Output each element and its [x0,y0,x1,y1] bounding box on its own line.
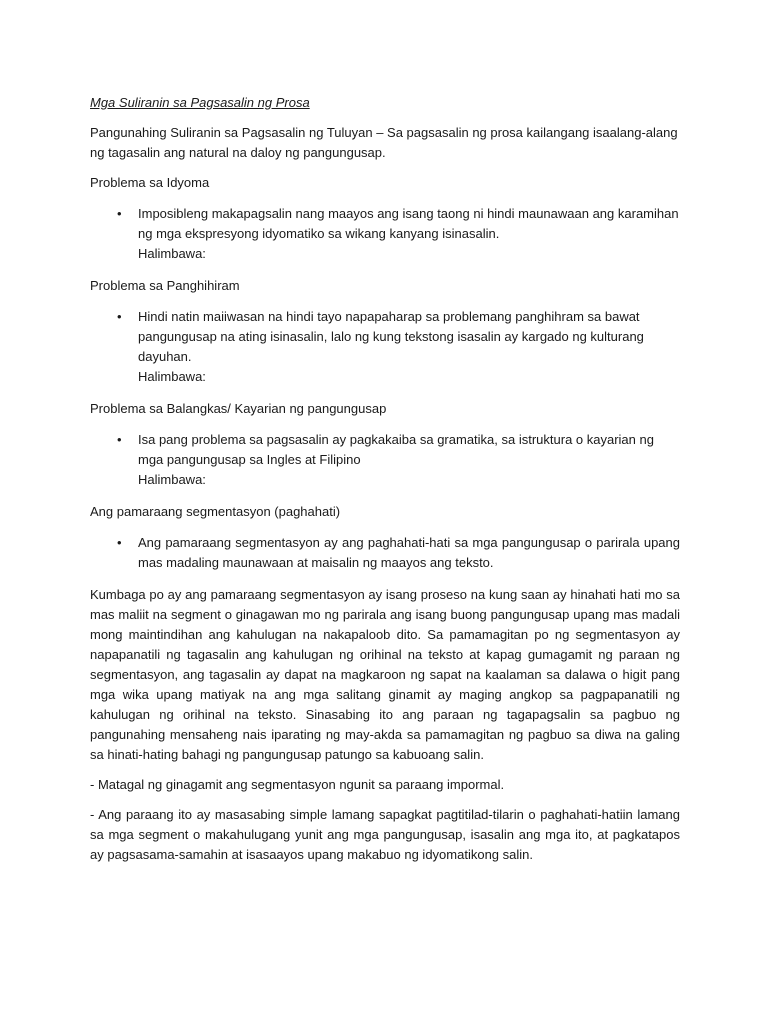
note-paragraph-1: - Matagal ng ginagamit ang segmentasyon ngunit sa paraang impormal. [90,777,505,792]
example-label: Halimbawa: [138,369,206,384]
bullet-icon: • [117,309,122,324]
example-label: Halimbawa: [138,246,206,261]
section-heading-panghihiram: Problema sa Panghihiram [90,278,240,293]
note-paragraph-2: - Ang paraang ito ay masasabing simple lamang sapagkat pagtitilad-tilarin o paghahati-hatiin lamang sa mga segment o makahulugang yunit ang mga pangungusap, isasalin ang mga ito, at pagkatapos ay pagsasama-samahin at isasaayos upang makabuo ng idyomatikong salin. [90,807,680,862]
bullet-text: Imposibleng makapagsalin nang maayos ang isang taong ni hindi maunawaan ang karamihan ng mga ekspresyong idyomatiko sa wikang kanyang isinasalin. [138,206,679,241]
document-title: Mga Suliranin sa Pagsasalin ng Prosa [90,95,310,110]
section-heading-segmentasyon: Ang pamaraang segmentasyon (paghahati) [90,504,341,519]
section-heading-balangkas: Problema sa Balangkas/ Kayarian ng pangungusap [90,401,387,416]
list-item [90,533,680,573]
list-item [90,430,680,490]
list-item [90,307,680,387]
intro-paragraph: Pangunahing Suliranin sa Pagsasalin ng Tuluyan – Sa pagsasalin ng prosa kailangang isaalang-alang ng tagasalin ang natural na daloy ng pangungusap. [90,125,678,160]
bullet-text: Isa pang problema sa pagsasalin ay pagkakaiba sa gramatika, sa istruktura o kayarian ng mga pangungusap sa Ingles at Filipino [138,432,654,467]
bullet-icon: • [117,535,122,550]
list-item [90,204,680,264]
section-heading-idyoma: Problema sa Idyoma [90,175,210,190]
bullet-text: Ang pamaraang segmentasyon ay ang paghahati-hati sa mga pangungusap o parirala upang mas madaling maunawaan at maisalin ng maayos ang teksto. [138,535,680,570]
body-paragraph: Kumbaga po ay ang pamaraang segmentasyon ay isang proseso na kung saan ay hinahati hati mo sa mas maliit na segment o ginagawan mo ng parirala ang isang buong pangungusap upang mas madali mong maintindihan ang kahulugan na nakapaloob dito. Sa pamamagitan po ng segmentasyon ay napapanatili ng tagasalin ang kahulugan ng orihinal na teksto at kapag gumagamit ng paraan ng segmentasyon, ang tagasalin ay dapat na magkaroon ng sapat na kaalaman sa dalawa o higit pang mga wika upang matiyak na ang mga salitang ginamit ay maging angkop sa pagpapanatili ng kahulugan ng orihinal na teksto. Sinasabing ito ang paraan ng tagapagsalin sa pagbuo ng pangunahing mensaheng nais iparating ng may-akda sa pamamagitan ng pagbuo sa diwa na galing sa hinati-hating bahagi ng pangungusap patungo sa kabuoang salin. [90,587,680,762]
document-page [90,93,680,875]
bullet-text: Hindi natin maiiwasan na hindi tayo napapaharap sa problemang panghihram sa bawat pangungusap na ating isinasalin, lalo ng kung tekstong isasalin ay kargado ng kulturang dayuhan. [138,309,644,364]
example-label: Halimbawa: [138,472,206,487]
bullet-icon: • [117,206,122,221]
bullet-icon: • [117,432,122,447]
